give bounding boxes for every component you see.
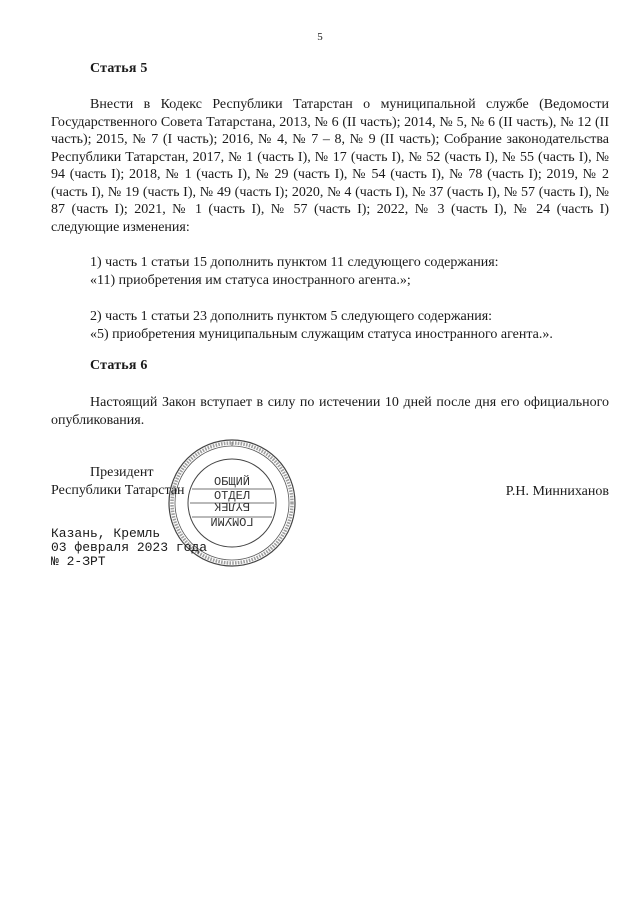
stamp-line-2: ОТДЕЛ [213, 489, 251, 503]
amendment-2-instruction: 2) часть 1 статьи 23 дополнить пунктом 5 следующего содержания: [90, 309, 493, 324]
footer-date: 03 февраля 2023 года [51, 540, 208, 555]
amendment-2-content: «5) приобретения муниципальным служащим статуса иностранного агента.». [90, 327, 553, 342]
footer-city: Казань, Кремль [51, 526, 161, 541]
signatory-title-line-1: Президент [90, 465, 154, 480]
stamp-line-1: ОБЩИЙ [213, 475, 251, 489]
amendment-1-content: «11) приобретения им статуса иностранного агента.»; [90, 273, 411, 288]
amendment-1-instruction: 1) часть 1 статьи 15 дополнить пунктом 11 следующего содержания: [90, 255, 499, 270]
page-number: 5 [317, 31, 323, 43]
article-6-text: Настоящий Закон вступает в силу по истечении 10 дней после дня его официального опубликования. [51, 395, 609, 428]
article-6-body [51, 394, 609, 429]
stamp-line-4: ГОМУМИ [210, 514, 254, 528]
article-6-heading: Статья 6 [90, 358, 148, 373]
stamp-line-3: БҮЛЕК [213, 499, 251, 513]
article-5-heading: Статья 5 [90, 61, 148, 76]
article-5-intro [51, 96, 609, 236]
signatory-name: Р.Н. Минниханов [505, 484, 609, 499]
footer-law-number: № 2-ЗРТ [51, 554, 106, 569]
signatory-title-line-2: Республики Татарстан [51, 483, 185, 498]
article-5-intro-text: Внести в Кодекс Республики Татарстан о муниципальной службе (Ведомости Государственного Совета Татарстана, 2013, № 6 (II часть); 2014, № 5, № 6 (II часть), № 12 (II часть); 2015, № 7 (I часть); 2016, № 4, № 7 – 8, № 9 (II часть); Собрание законодательства Республики Татарстан, 2017, № 1 (часть I), № 17 (часть I), № 52 (часть I), № 55 (часть I), № 94 (часть I); 2018, № 1 (часть I), № 29 (часть I), № 54 (часть I), № 78 (часть I); 2019, № 2 (часть I), № 19 (часть I), № 49 (часть I); 2020, № 4 (часть I), № 37 (часть I), № 57 (часть I), № 87 (часть I); 2021, № 1 (часть I), № 57 (часть I); 2022, № 3 (часть I), № 24 (часть I) следующие изменения: [51, 97, 609, 235]
